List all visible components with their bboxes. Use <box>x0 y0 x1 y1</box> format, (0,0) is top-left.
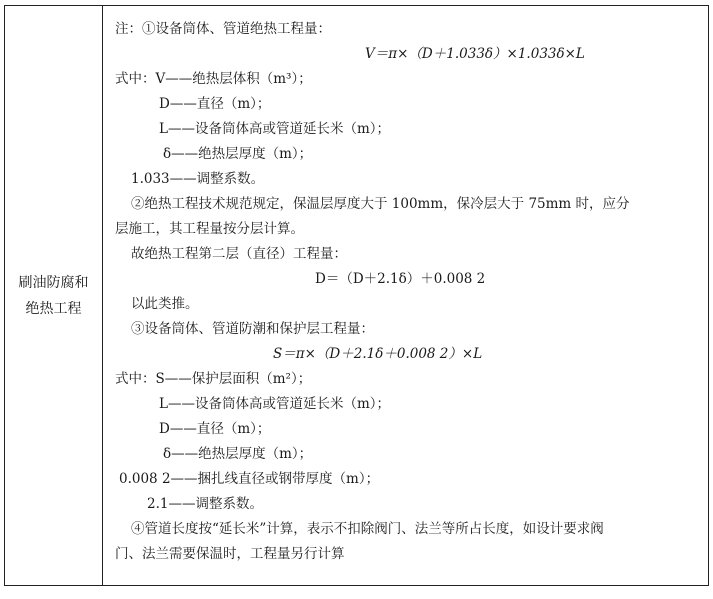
formula-protective-layer-area: S＝π×（D＋2.1δ＋0.008 2）×L <box>273 346 483 362</box>
category-line-1: 刷油防腐和 <box>18 274 89 291</box>
where-d-definition: D——直径（m）； <box>159 96 271 112</box>
second-layer-heading: 故绝热工程第二层（直径）工程量： <box>131 246 347 262</box>
where-delta-definition-2: δ——绝热层厚度（m）； <box>163 446 313 462</box>
note-3-heading: ③设备筒体、管道防潮和保护层工程量： <box>131 321 374 337</box>
note-4-line-2: 门、法兰需要保温时，工程量另行计算 <box>115 546 345 562</box>
note-2-line-1: ②绝热工程技术规范规定，保温层厚度大于 100mm，保冷层大于 75mm 时，应分 <box>131 196 630 212</box>
notes-cell <box>103 6 708 585</box>
category-cell <box>5 6 102 585</box>
where-v-definition: 式中：V——绝热层体积（m³）； <box>115 71 312 87</box>
formula-second-layer-diameter: D＝（D＋2.1δ）＋0.008 2 <box>315 271 486 287</box>
where-l-definition-2: L——设备筒体高或管道延长米（m）； <box>159 396 391 412</box>
coefficient-21-definition: 2.1——调整系数。 <box>147 496 263 512</box>
coefficient-1033-definition: 1.033——调整系数。 <box>131 171 265 187</box>
note-1-heading: 注：①设备筒体、管道绝热工程量： <box>115 21 331 37</box>
content-table <box>4 5 709 586</box>
note-4-line-1: ④管道长度按“延长米”计算，表示不扣除阀门、法兰等所占长度，如设计要求阀 <box>131 521 604 537</box>
formula-insulation-volume: V＝π×（D＋1.033δ）×1.033δ×L <box>365 46 585 62</box>
where-delta-definition: δ——绝热层厚度（m）； <box>163 146 313 162</box>
category-line-2: 绝热工程 <box>25 300 82 317</box>
where-d-definition-2: D——直径（m）； <box>159 421 271 437</box>
where-s-definition: 式中：S——保护层面积（m²）； <box>115 371 312 387</box>
coefficient-00082-definition: 0.008 2——捆扎线直径或钢带厚度（m）； <box>119 471 380 487</box>
note-2-line-2: 层施工，其工程量按分层计算。 <box>115 221 304 237</box>
where-l-definition: L——设备筒体高或管道延长米（m）； <box>159 121 391 137</box>
and-so-on: 以此类推。 <box>131 296 199 312</box>
